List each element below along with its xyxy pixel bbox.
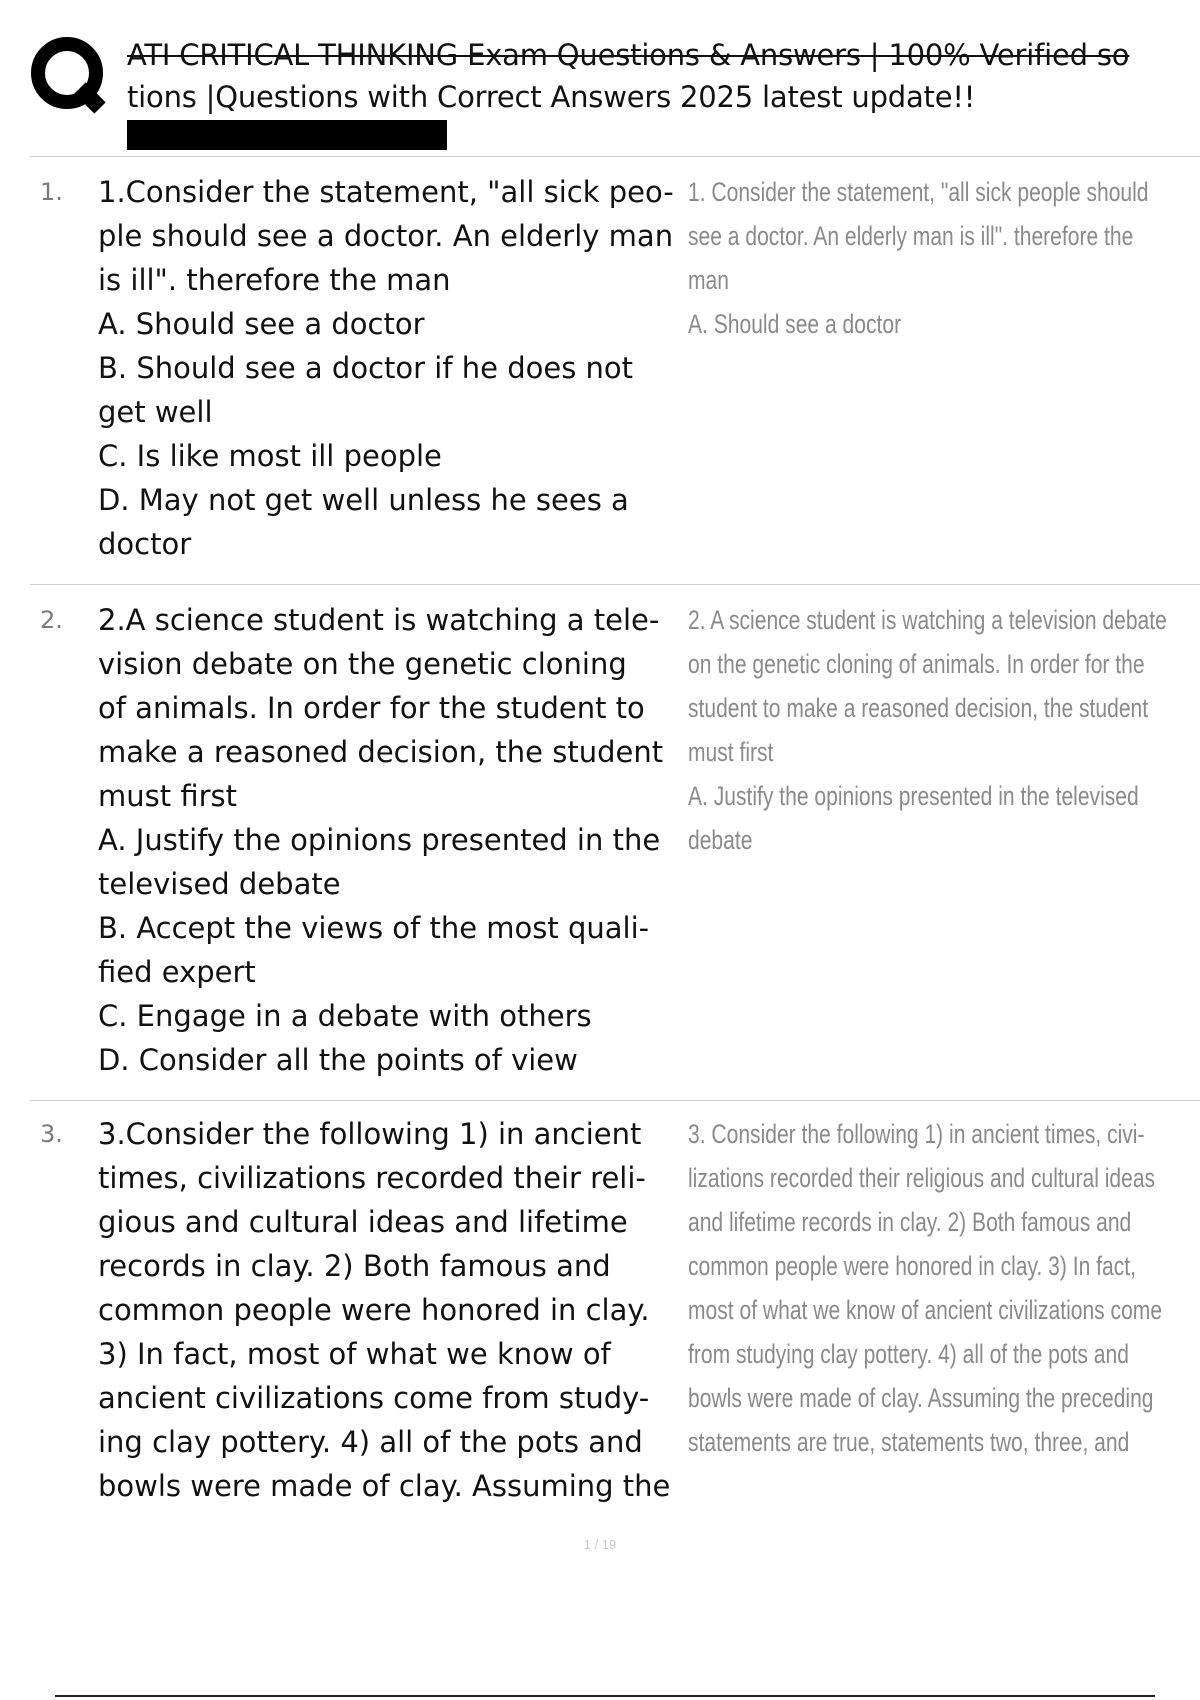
question-line: 3) In fact, most of what we know of — [98, 1337, 611, 1371]
option-d: D. Consider all the points of view — [98, 1043, 578, 1077]
question-line: of animals. In order for the student to — [98, 691, 645, 725]
answer-line: bowls were made of clay. Assuming the preceding — [688, 1383, 1154, 1413]
answer-line: man — [688, 265, 729, 295]
question-line: times, civilizations recorded their reli- — [98, 1161, 646, 1195]
question-line: 3.Consider the following 1) in ancient — [98, 1117, 642, 1151]
question-line: common people were honored in clay. — [98, 1293, 650, 1327]
document-title-line-2: tions |Questions with Correct Answers 2025 latest update!! — [127, 80, 976, 114]
question-line: make a reasoned decision, the student — [98, 735, 664, 769]
question-text — [98, 170, 713, 566]
question-number: 2. — [40, 606, 63, 634]
question-line: bowls were made of clay. Assuming the — [98, 1469, 671, 1503]
document-title-line-1: ATI CRITICAL THINKING Exam Questions & Answers | 100% Verified so — [127, 38, 1130, 72]
question-line: vision debate on the genetic cloning — [98, 647, 627, 681]
answer-line: and lifetime records in clay. 2) Both famous and — [688, 1207, 1132, 1237]
option-a: A. Justify the opinions presented in the — [98, 823, 661, 857]
document-header — [30, 30, 1200, 155]
question-line: must first — [98, 779, 237, 813]
question-line: records in clay. 2) Both famous and — [98, 1249, 611, 1283]
answer-text — [688, 1112, 1200, 1464]
option-b-cont: fied expert — [98, 955, 256, 989]
answer-line: debate — [688, 825, 753, 855]
answer-line: A. Should see a doctor — [688, 309, 902, 339]
bottom-rule — [55, 1695, 1155, 1697]
question-number: 1. — [40, 178, 63, 206]
option-d-cont: doctor — [98, 527, 192, 561]
question-text — [98, 598, 713, 1082]
question-text — [98, 1112, 713, 1508]
answer-line: 1. Consider the statement, "all sick people should — [688, 177, 1149, 207]
answer-line: lizations recorded their religious and cultural ideas — [688, 1163, 1156, 1193]
question-line: is ill". therefore the man — [98, 263, 451, 297]
option-c: C. Is like most ill people — [98, 439, 442, 473]
answer-line: 3. Consider the following 1) in ancient times, civi- — [688, 1119, 1145, 1149]
question-line: gious and cultural ideas and lifetime — [98, 1205, 628, 1239]
redaction-bar — [127, 120, 447, 150]
answer-line: most of what we know of ancient civilizations come — [688, 1295, 1163, 1325]
question-line: ancient civilizations come from study- — [98, 1381, 650, 1415]
question-line: 1.Consider the statement, "all sick peo- — [98, 175, 674, 209]
answer-line: 2. A science student is watching a television debate — [688, 605, 1167, 635]
q-logo-icon — [30, 36, 108, 114]
question-number: 3. — [40, 1120, 63, 1148]
answer-text — [688, 598, 1200, 862]
answer-line: must first — [688, 737, 774, 767]
divider — [30, 584, 1200, 585]
answer-line: see a doctor. An elderly man is ill". therefore the — [688, 221, 1134, 251]
option-b: B. Accept the views of the most quali- — [98, 911, 650, 945]
answer-line: statements are true, statements two, three, and — [688, 1427, 1130, 1457]
divider — [30, 156, 1200, 157]
answer-line: A. Justify the opinions presented in the televised — [688, 781, 1139, 811]
option-c: C. Engage in a debate with others — [98, 999, 592, 1033]
option-b: B. Should see a doctor if he does not — [98, 351, 634, 385]
answer-line: on the genetic cloning of animals. In order for the — [688, 649, 1145, 679]
option-a-cont: televised debate — [98, 867, 341, 901]
answer-line: student to make a reasoned decision, the student — [688, 693, 1149, 723]
divider — [30, 1100, 1200, 1101]
option-a: A. Should see a doctor — [98, 307, 425, 341]
question-line: ing clay pottery. 4) all of the pots and — [98, 1425, 643, 1459]
document-title — [127, 34, 1200, 118]
option-d: D. May not get well unless he sees a — [98, 483, 629, 517]
page-indicator: 1 / 19 — [583, 1537, 617, 1552]
question-line: 2.A science student is watching a tele- — [98, 603, 660, 637]
answer-text — [688, 170, 1200, 346]
option-b-cont: get well — [98, 395, 213, 429]
answer-line: common people were honored in clay. 3) In fact, — [688, 1251, 1136, 1281]
answer-line: from studying clay pottery. 4) all of the pots and — [688, 1339, 1129, 1369]
question-line: ple should see a doctor. An elderly man — [98, 219, 674, 253]
